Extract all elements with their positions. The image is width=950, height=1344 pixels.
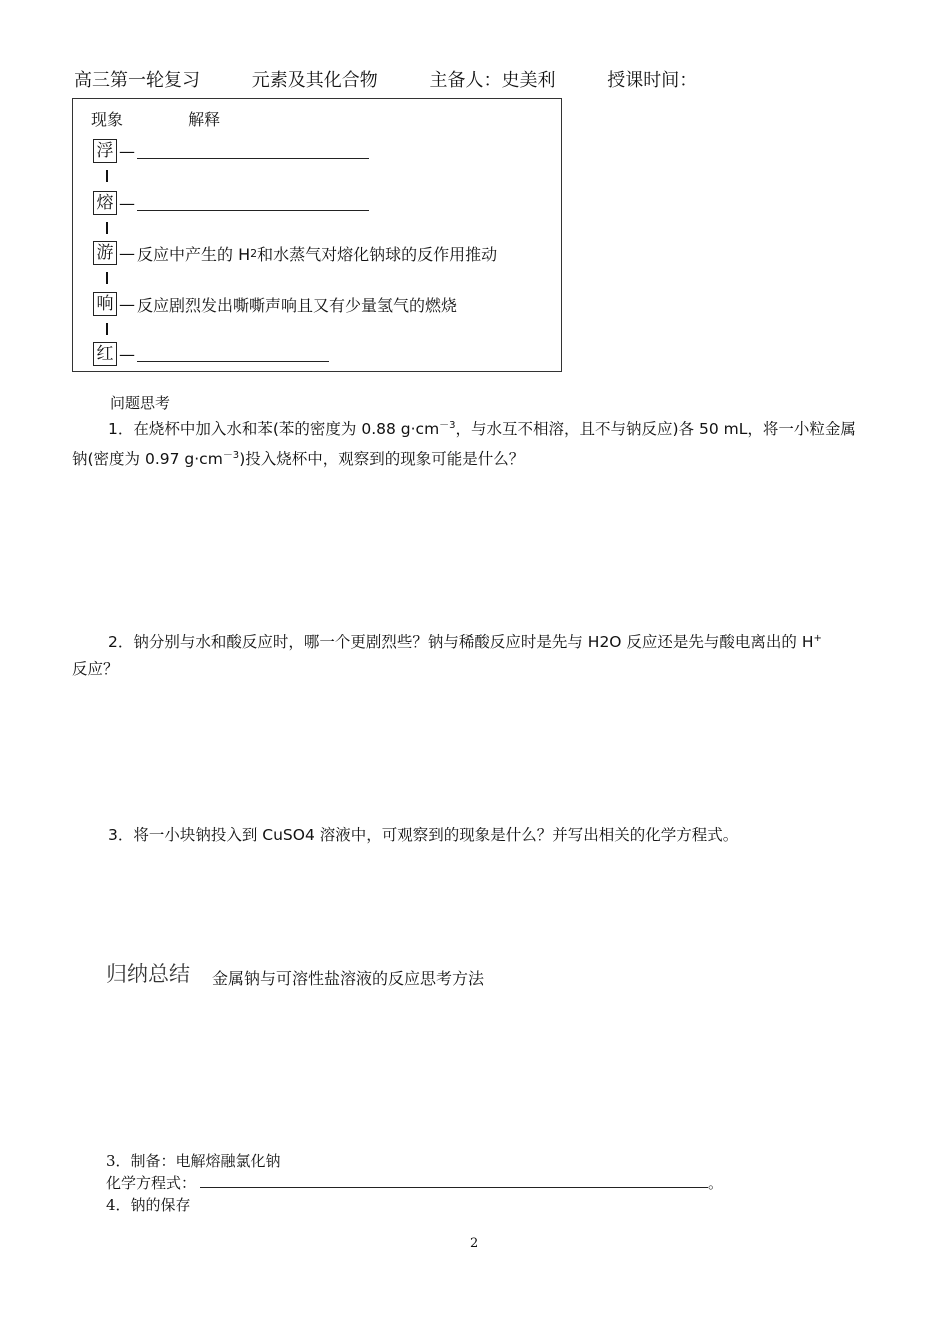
sound-text: 反应剧烈发出嘶嘶声响且又有少量氢气的燃烧 xyxy=(137,295,458,315)
summary-title: 归纳总结 xyxy=(106,962,190,986)
blank-red xyxy=(137,347,329,362)
char-melt: 熔 xyxy=(93,191,117,215)
swim-text-b: 和水蒸气对熔化钠球的反作用推动 xyxy=(257,244,498,264)
row-red: 红 — xyxy=(93,342,329,366)
topic-label: 元素及其化合物 xyxy=(251,70,378,91)
q3: 3．将一小块钠投入到 CuSO4 溶液中，可观察到的现象是什么？并写出相关的化学方程式。 xyxy=(108,826,739,844)
page-number: 2 xyxy=(470,1236,479,1251)
course-label: 高三第一轮复习 xyxy=(74,70,200,91)
char-sound: 响 xyxy=(93,292,117,316)
char-float: 浮 xyxy=(93,139,117,163)
phenomenon-table xyxy=(72,98,562,372)
swim-text-a: 反应中产生的 H xyxy=(137,244,251,264)
q1-line1: 1．在烧杯中加入水和苯(苯的密度为 0.88 $g\cdot cm^{-3}$，与水互不相溶，且不与钠反应)各 50 mL，将一小粒金属 xyxy=(108,420,856,438)
equation-blank xyxy=(200,1173,708,1188)
char-swim: 游 xyxy=(93,241,117,265)
blank-melt xyxy=(137,196,369,211)
equation-line: 化学方程式： 。 xyxy=(106,1174,724,1192)
q2-line2: 反应？ xyxy=(72,660,119,678)
col-phenomenon: 现象 xyxy=(91,110,124,129)
connector xyxy=(106,323,108,335)
row-float: 浮 — xyxy=(93,139,369,163)
row-melt: 熔 — xyxy=(93,191,369,215)
prep-line: 3．制备：电解熔融氯化钠 xyxy=(106,1152,281,1170)
swim-sub: 2 xyxy=(250,246,258,260)
char-red: 红 xyxy=(93,342,117,366)
row-sound: 响 — 反应剧烈发出嘶嘶声响且又有少量氢气的燃烧 xyxy=(93,292,457,316)
summary-text: 金属钠与可溶性盐溶液的反应思考方法 xyxy=(212,969,485,988)
connector xyxy=(106,222,108,234)
row-swim: 游 — 反应中产生的 H 2 和水蒸气对熔化钠球的反作用推动 xyxy=(93,241,497,265)
q2-line1: 2．钠分别与水和酸反应时，哪一个更剧烈些？钠与稀酸反应时是先与 H2O 反应还是先与酸电离出的 H+ xyxy=(108,633,822,651)
preparer-label: 主备人：史美利 xyxy=(429,70,556,91)
table-heads xyxy=(91,107,220,130)
time-label: 授课时间： xyxy=(607,70,698,91)
col-explanation: 解释 xyxy=(188,110,221,129)
thinking-title: 问题思考 xyxy=(110,394,171,412)
blank-float xyxy=(137,144,369,159)
q1-line2: 钠(密度为 0.97 $g\cdot cm^{-3}$)投入烧杯中，观察到的现象可能是什么？ xyxy=(72,450,525,468)
connector xyxy=(106,170,108,182)
page-header xyxy=(74,66,743,92)
connector xyxy=(106,272,108,284)
storage-line: 4．钠的保存 xyxy=(106,1196,191,1214)
